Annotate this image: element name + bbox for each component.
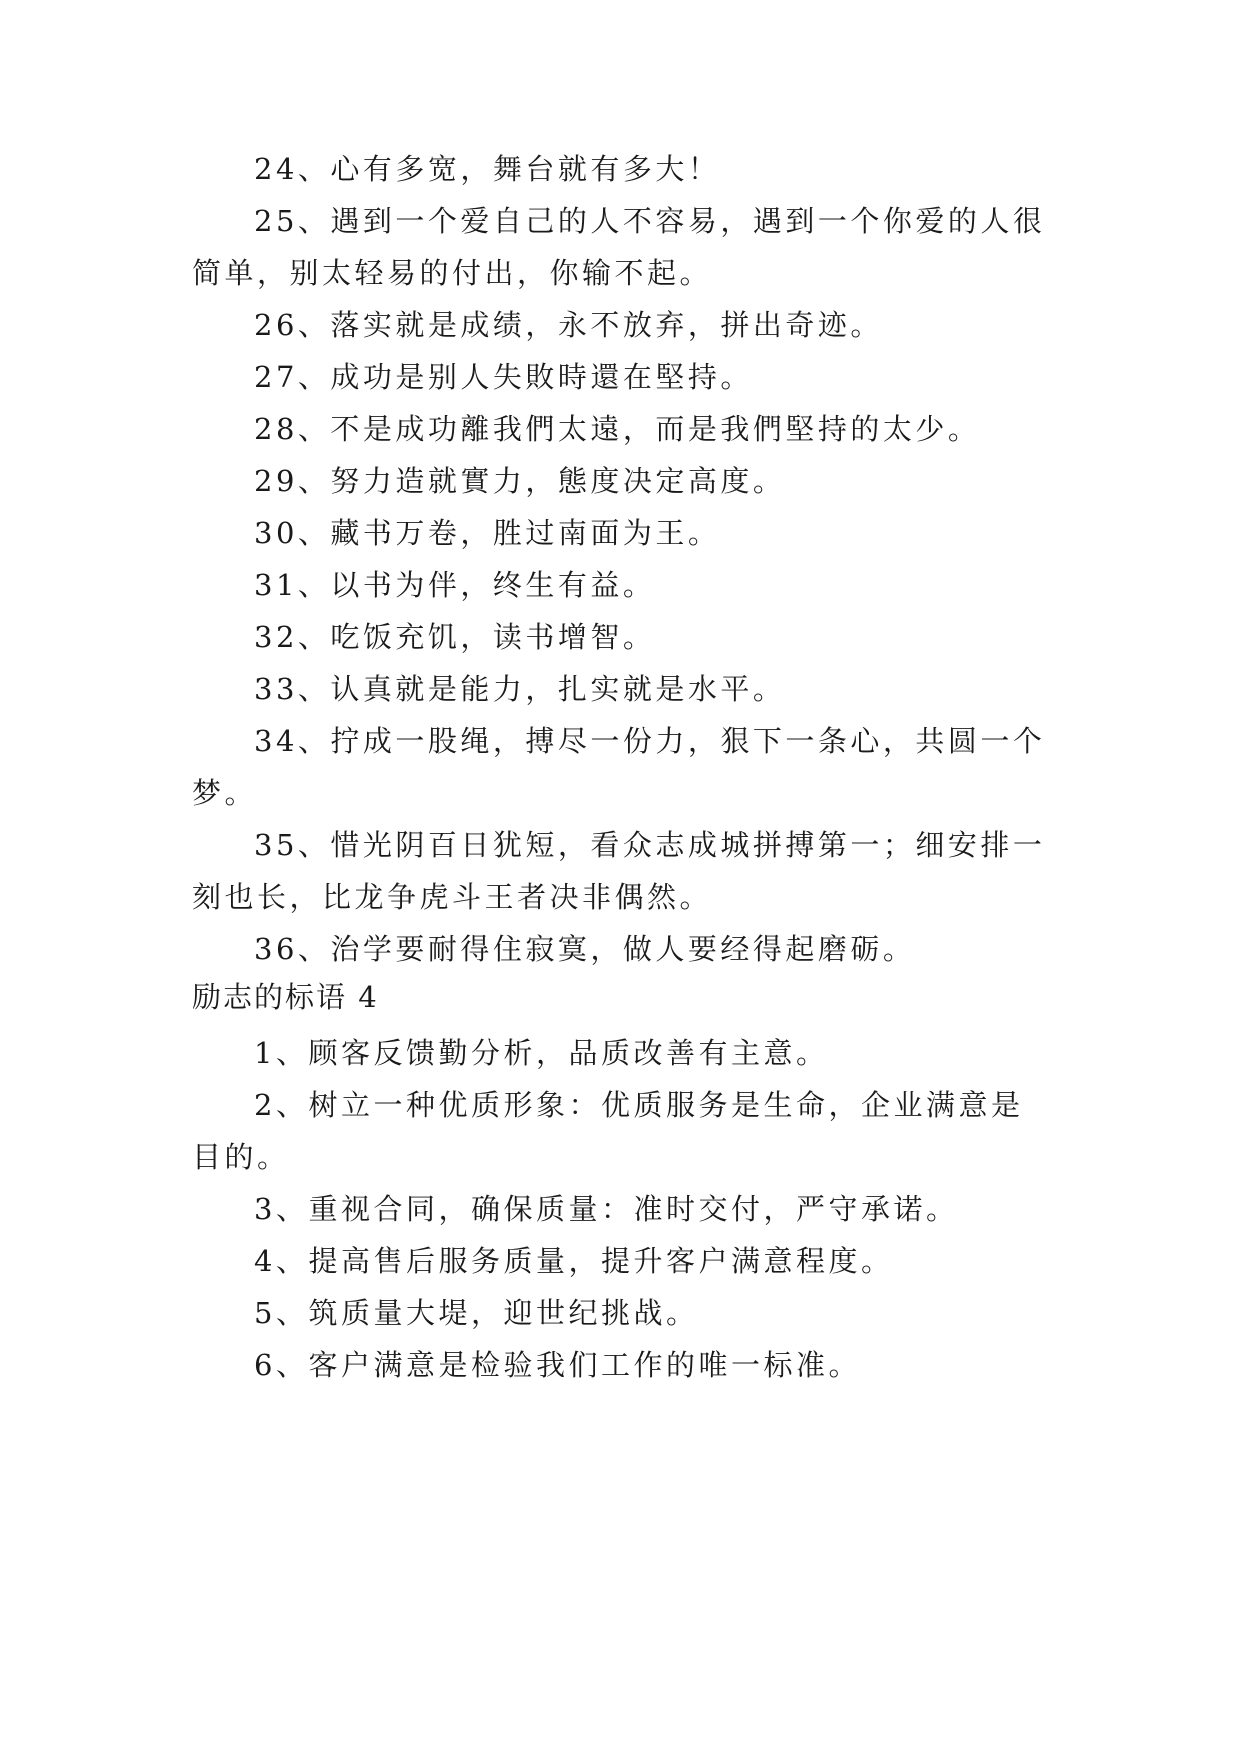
slogan-2-line-1: 2、树立一种优质形象：优质服务是生命，企业满意是 [254,1088,1024,1122]
slogan-3: 3、重视合同，确保质量：准时交付，严守承诺。 [254,1192,959,1226]
slogan-6: 6、客户满意是检验我们工作的唯一标准。 [254,1348,861,1382]
slogan-32: 32、吃饭充饥，读书增智。 [254,620,656,654]
slogan-35-line-2: 刻也长，比龙争虎斗王者决非偶然。 [192,880,713,914]
slogan-25-line-2: 简单，别太轻易的付出，你输不起。 [192,256,713,290]
slogan-25-line-1: 25、遇到一个爱自己的人不容易，遇到一个你爱的人很 [254,204,1046,238]
section-heading: 励志的标语 4 [192,980,379,1014]
slogan-33: 33、认真就是能力，扎实就是水平。 [254,672,786,706]
slogan-34-line-1: 34、拧成一股绳，搏尽一份力，狠下一条心，共圆一个 [254,724,1046,758]
slogan-35-line-1: 35、惜光阴百日犹短，看众志成城拼搏第一；细安排一 [254,828,1046,862]
slogan-34-line-2: 梦。 [192,776,258,810]
slogan-30: 30、藏书万卷，胜过南面为王。 [254,516,721,550]
slogan-28: 28、不是成功離我們太遠，而是我們堅持的太少。 [254,412,981,446]
slogan-2-line-2: 目的。 [192,1140,290,1174]
slogan-36: 36、治学要耐得住寂寞，做人要经得起磨砺。 [254,932,916,966]
slogan-1: 1、顾客反馈勤分析，品质改善有主意。 [254,1036,829,1070]
slogan-24: 24、心有多宽，舞台就有多大！ [254,152,721,186]
slogan-27: 27、成功是别人失敗時還在堅持。 [254,360,753,394]
slogan-26: 26、落实就是成绩，永不放弃，拼出奇迹。 [254,308,883,342]
slogan-29: 29、努力造就實力，態度决定高度。 [254,464,786,498]
slogan-4: 4、提高售后服务质量，提升客户满意程度。 [254,1244,894,1278]
slogan-31: 31、以书为伴，终生有益。 [254,568,656,602]
slogan-5: 5、筑质量大堤，迎世纪挑战。 [254,1296,699,1330]
